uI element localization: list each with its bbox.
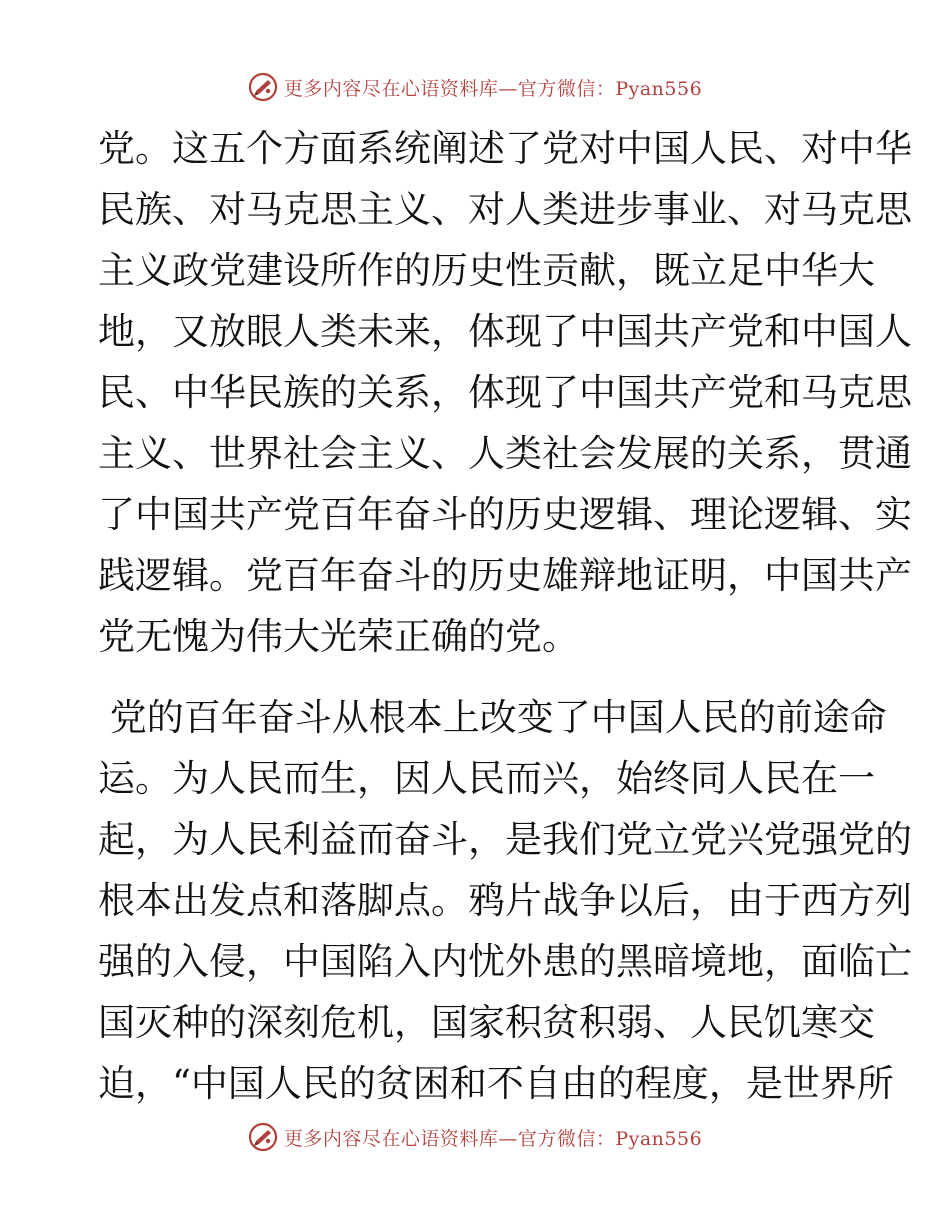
text-line: 起，为人民利益而奋斗，是我们党立党兴党强党的 (98, 818, 912, 861)
paragraph (98, 687, 912, 1114)
text-line: 践逻辑。党百年奋斗的历史雄辩地证明，中国共产 (98, 554, 912, 597)
text-line: 国灭种的深刻危机，国家积贫积弱、人民饥寒交 (98, 1001, 875, 1044)
header-banner-text: 更多内容尽在心语资料库—官方微信：Pyan556 (283, 77, 703, 100)
text-line: 主义政党建设所作的历史性贡献，既立足中华大 (98, 249, 875, 292)
text-line: 迫，“中国人民的贫困和不自由的程度，是世界所 (98, 1062, 894, 1105)
text-line: 强的入侵，中国陷入内忧外患的黑暗境地，面临亡 (98, 940, 912, 983)
text-line: 党无愧为伟大光荣正确的党。 (98, 615, 579, 658)
text-line: 民、中华民族的关系，体现了中国共产党和马克思 (98, 371, 912, 414)
paragraph (98, 118, 912, 667)
footer-banner-text: 更多内容尽在心语资料库—官方微信：Pyan556 (283, 1127, 703, 1150)
text-line: 地，又放眼人类未来，体现了中国共产党和中国人 (98, 310, 912, 353)
text-line: 党。这五个方面系统阐述了党对中国人民、对中华 (98, 127, 912, 170)
logo-icon (248, 72, 278, 102)
footer-banner (0, 1122, 950, 1152)
paragraph-gap (98, 667, 850, 687)
header-banner (0, 72, 950, 102)
text-line: 了中国共产党百年奋斗的历史逻辑、理论逻辑、实 (98, 493, 912, 536)
document-body (98, 118, 912, 1114)
logo-icon (248, 1122, 278, 1152)
text-line: 运。为人民而生，因人民而兴，始终同人民在一 (98, 757, 875, 800)
text-line: 民族、对马克思主义、对人类进步事业、对马克思 (98, 188, 912, 231)
text-line: 主义、世界社会主义、人类社会发展的关系，贯通 (98, 432, 912, 475)
text-line: 党的百年奋斗从根本上改变了中国人民的前途命 (98, 696, 887, 739)
text-line: 根本出发点和落脚点。鸦片战争以后，由于西方列 (98, 879, 912, 922)
